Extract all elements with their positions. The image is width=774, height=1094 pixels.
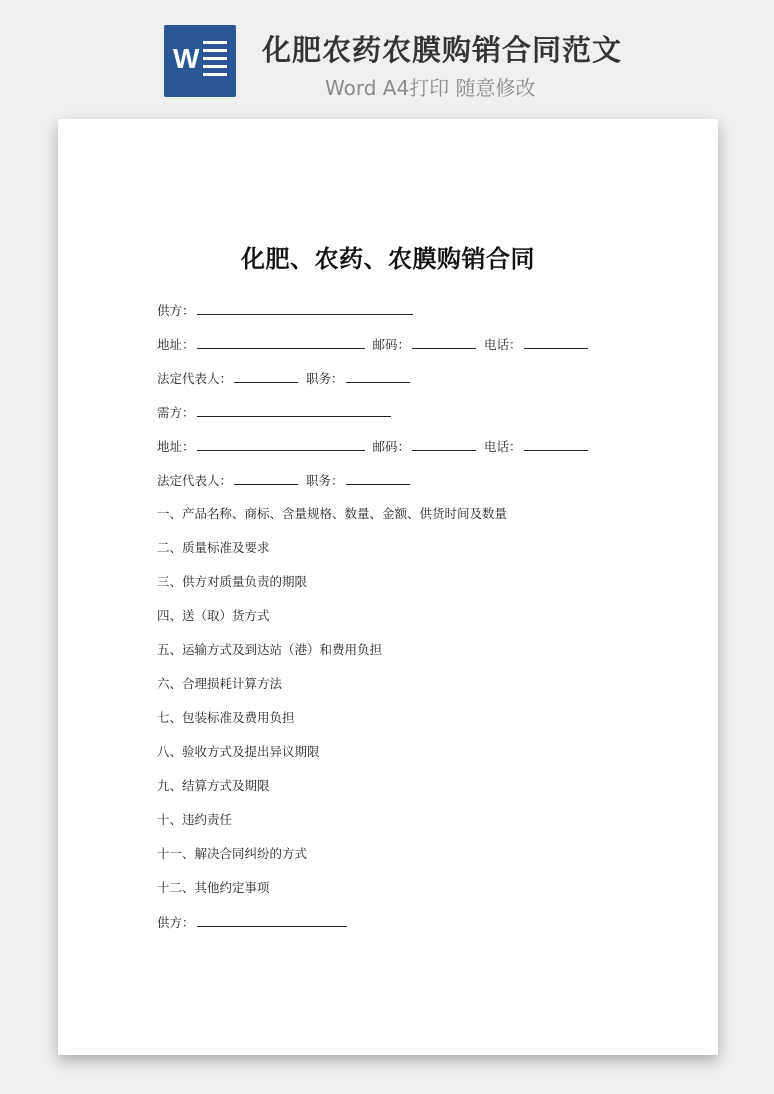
banner-header (0, 0, 774, 110)
supplier-legal-rep-line (157, 369, 412, 387)
clause-10: 十、违约责任 (157, 812, 233, 827)
buyer-label: 需方： (157, 405, 195, 420)
word-document-icon (164, 25, 236, 97)
legal-rep-label: 法定代表人： (157, 371, 233, 386)
address-label: 地址： (157, 337, 195, 352)
document-page (58, 119, 718, 1055)
position-label: 职务： (306, 371, 344, 386)
phone-label: 电话： (484, 337, 522, 352)
buyer-blank[interactable] (197, 403, 391, 417)
clause-5: 五、运输方式及到达站（港）和费用负担 (157, 642, 383, 657)
phone-label: 电话： (484, 439, 522, 454)
clause-6: 六、合理损耗计算方法 (157, 676, 283, 691)
word-icon-lines (203, 41, 227, 81)
phone-blank[interactable] (524, 437, 588, 451)
document-title: 化肥、农药、农膜购销合同 (241, 245, 535, 273)
footer-supplier-label: 供方： (157, 915, 195, 930)
postcode-label: 邮码： (372, 337, 411, 352)
address-label: 地址： (157, 439, 195, 454)
banner-title: 化肥农药农膜购销合同范文 (262, 33, 623, 67)
supplier-blank[interactable] (197, 301, 413, 315)
clause-9: 九、结算方式及期限 (157, 778, 270, 793)
postcode-label: 邮码： (372, 439, 411, 454)
clause-7: 七、包装标准及费用负担 (157, 710, 295, 725)
position-blank[interactable] (346, 369, 410, 383)
banner-subtitle: Word A4打印 随意修改 (325, 76, 536, 100)
buyer-address-line (157, 437, 590, 455)
clause-12: 十二、其他约定事项 (157, 880, 270, 895)
buyer-legal-rep-line (157, 471, 412, 489)
supplier-label: 供方： (157, 303, 195, 318)
clause-4: 四、送（取）货方式 (157, 608, 270, 623)
clause-2: 二、质量标准及要求 (157, 540, 270, 555)
position-label: 职务： (306, 473, 344, 488)
supplier-address-line (157, 335, 590, 353)
legal-rep-blank[interactable] (234, 369, 298, 383)
address-blank[interactable] (197, 437, 365, 451)
footer-supplier-line (157, 913, 349, 931)
word-icon-letter: W (173, 43, 200, 74)
footer-supplier-blank[interactable] (197, 913, 347, 927)
phone-blank[interactable] (524, 335, 588, 349)
clause-1: 一、产品名称、商标、含量规格、数量、金额、供货时间及数量 (157, 506, 508, 521)
buyer-line (157, 403, 393, 421)
postcode-blank[interactable] (412, 437, 476, 451)
supplier-line (157, 301, 415, 319)
legal-rep-label: 法定代表人： (157, 473, 233, 488)
postcode-blank[interactable] (412, 335, 476, 349)
clause-8: 八、验收方式及提出异议期限 (157, 744, 320, 759)
position-blank[interactable] (346, 471, 410, 485)
clause-3: 三、供方对质量负责的期限 (157, 574, 308, 589)
clause-11: 十一、解决合同纠纷的方式 (157, 846, 308, 861)
legal-rep-blank[interactable] (234, 471, 298, 485)
address-blank[interactable] (197, 335, 365, 349)
